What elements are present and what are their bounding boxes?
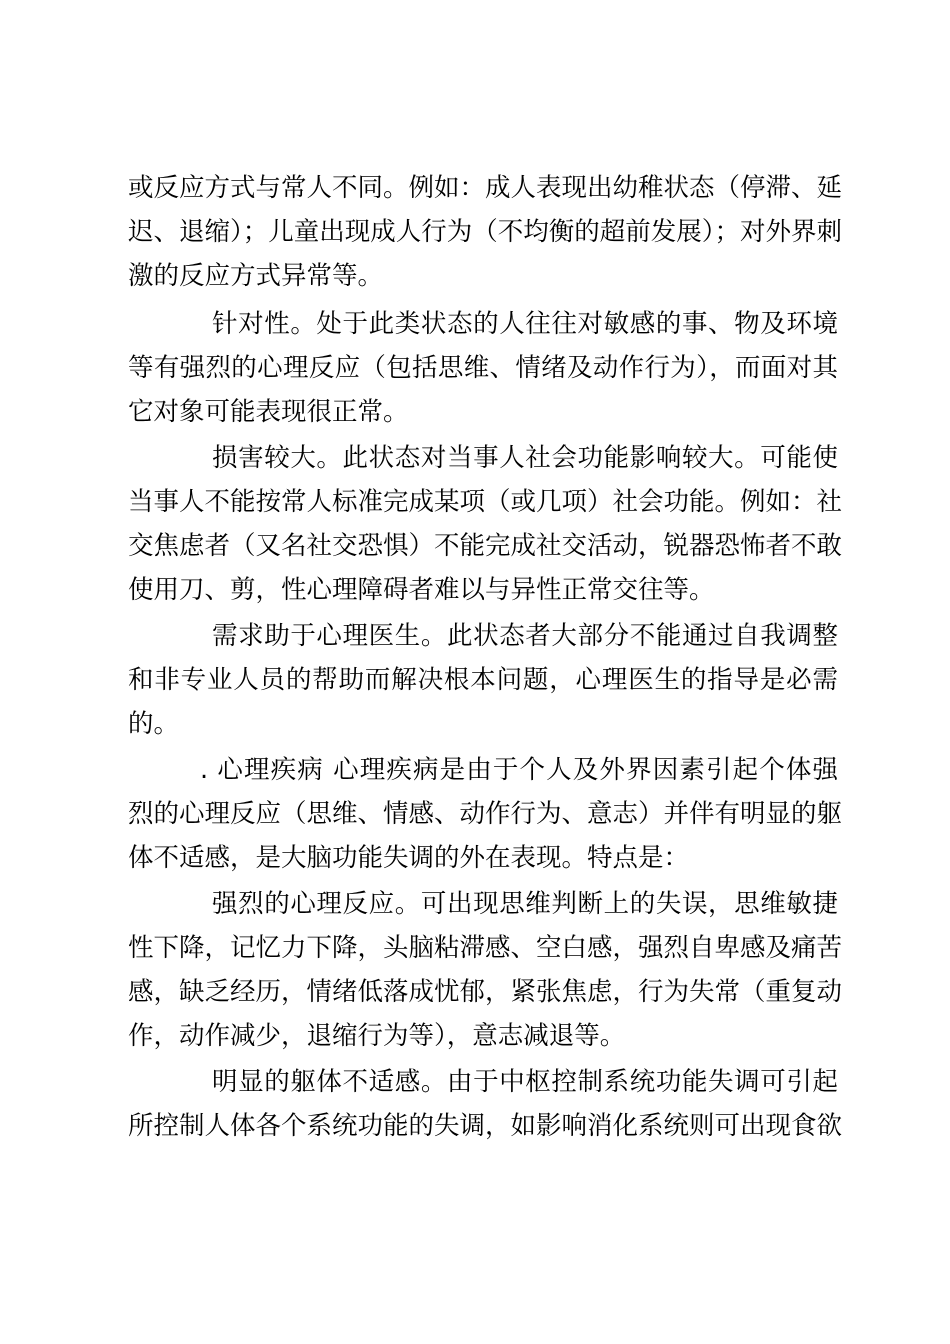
paragraph-line: 烈的心理反应（思维、情感、动作行为、意志）并伴有明显的躯 [128,799,843,829]
paragraph-line: 等有强烈的心理反应（包括思维、情绪及动作行为），而面对其 [128,353,838,383]
paragraph-line: 和非专业人员的帮助而解决根本问题，心理医生的指导是必需 [128,665,838,695]
paragraph-line: 或反应方式与常人不同。例如：成人表现出幼稚状态（停滞、延 [128,173,843,203]
paragraph-line: 交焦虑者（又名社交恐惧）不能完成社交活动，锐器恐怖者不敢 [128,531,843,561]
paragraph-line: 使用刀、剪，性心理障碍者难以与异性正常交往等。 [128,575,715,605]
paragraph-line: 明显的躯体不适感。由于中枢控制系统功能失调可引起 [212,1067,838,1097]
paragraph-line: 需求助于心理医生。此状态者大部分不能通过自我调整 [212,621,838,651]
paragraph-line: 强烈的心理反应。可出现思维判断上的失误，思维敏捷 [212,889,838,919]
paragraph-line: 激的反应方式异常等。 [128,261,384,291]
paragraph-line: 体不适感，是大脑功能失调的外在表现。特点是： [128,843,690,873]
paragraph-line: 它对象可能表现很正常。 [128,397,409,427]
paragraph-line: 损害较大。此状态对当事人社会功能影响较大。可能使 [212,443,838,473]
paragraph-line: 性下降，记忆力下降，头脑粘滞感、空白感，强烈自卑感及痛苦 [128,933,843,963]
paragraph-line: 当事人不能按常人标准完成某项（或几项）社会功能。例如：社 [128,487,843,517]
paragraph-line: 的。 [128,709,180,739]
paragraph-line: 所控制人体各个系统功能的失调，如影响消化系统则可出现食欲 [128,1111,843,1141]
section-heading-line: . 心理疾病 心理疾病是由于个人及外界因素引起个体强 [200,755,838,785]
paragraph-line: 作，动作减少，退缩行为等），意志减退等。 [128,1021,626,1051]
paragraph-line: 感，缺乏经历，情绪低落成忧郁，紧张焦虑，行为失常（重复动 [128,977,843,1007]
paragraph-line: 迟、退缩）；儿童出现成人行为（不均衡的超前发展）；对外界刺 [128,217,843,247]
paragraph-line: 针对性。处于此类状态的人往往对敏感的事、物及环境 [212,309,838,339]
